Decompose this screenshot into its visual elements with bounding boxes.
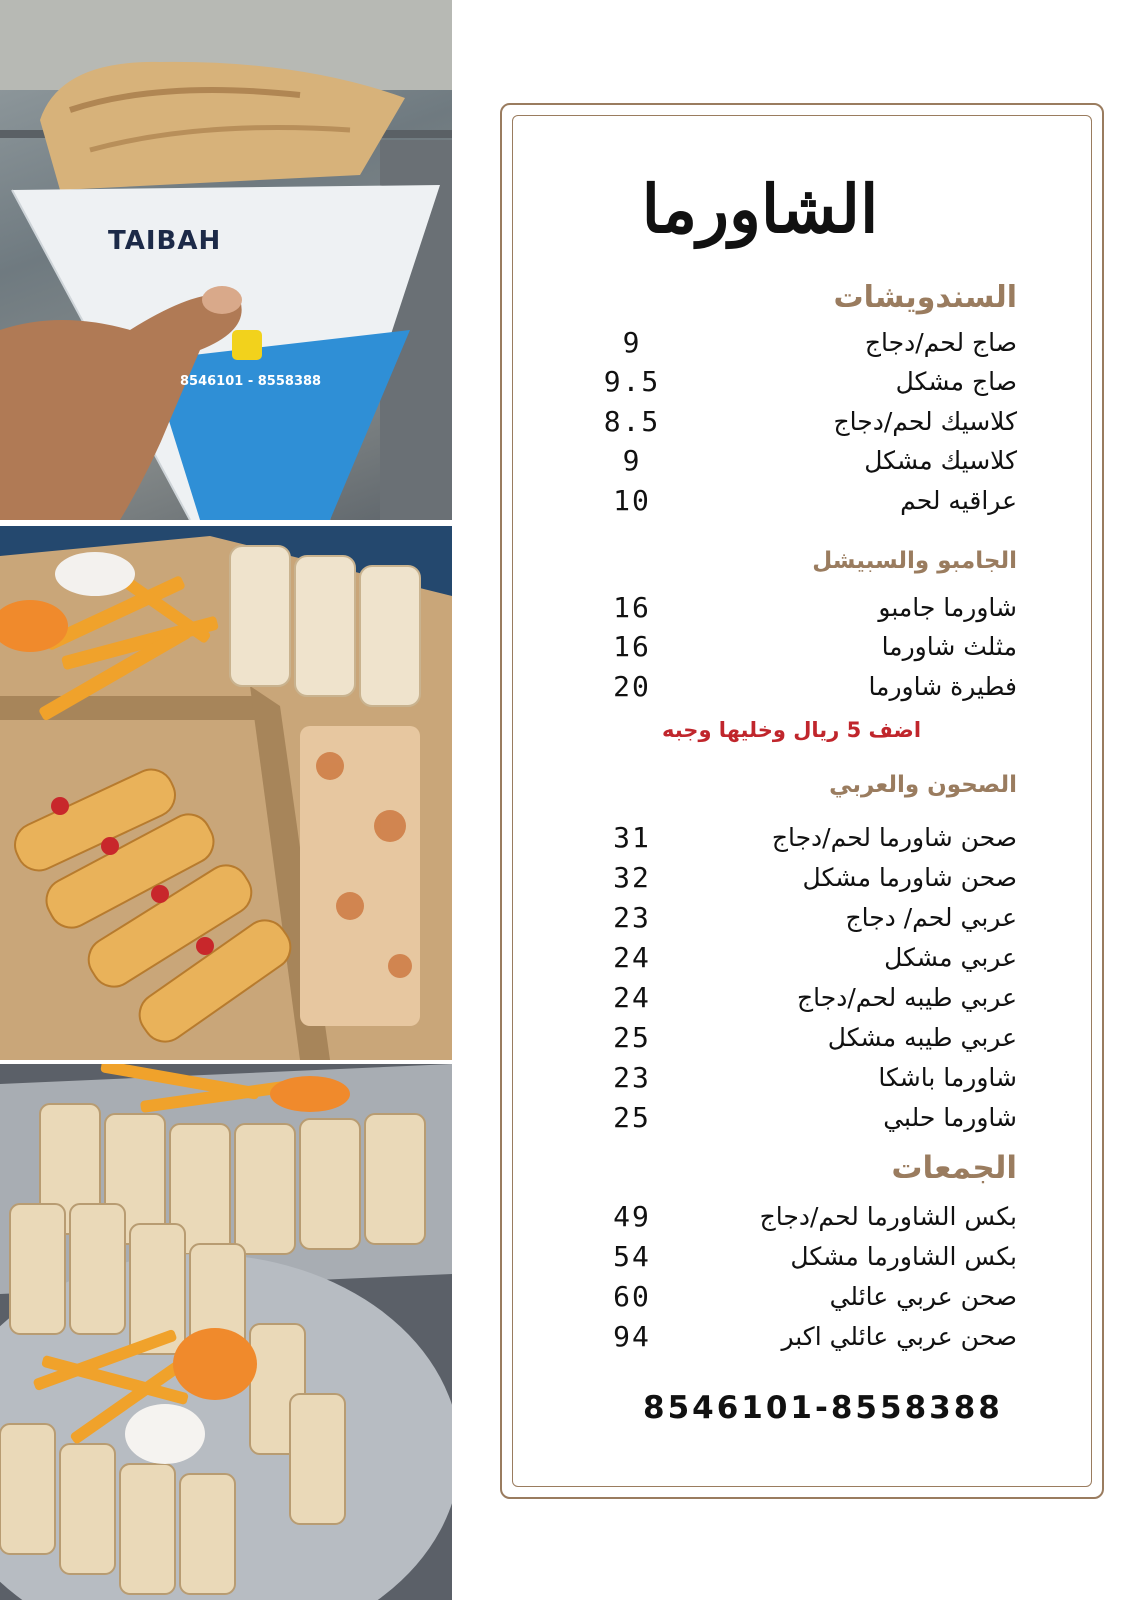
item-price: 25 (613, 1101, 651, 1134)
menu-item (597, 405, 1017, 438)
item-name: عربي طيبه لحم/دجاج (797, 983, 1017, 1012)
item-name: صحن شاورما مشكل (802, 863, 1017, 892)
menu-item (597, 1240, 1017, 1273)
item-price: 94 (613, 1320, 651, 1353)
menu-item (597, 861, 1017, 894)
item-price: 31 (613, 821, 651, 854)
menu-item (597, 670, 1017, 703)
item-name: شاورما باشكا (878, 1063, 1017, 1092)
contact-phone: 8546101-8558388 (643, 1390, 1003, 1426)
menu-item (597, 1021, 1017, 1054)
item-name: مثلث شاورما (881, 632, 1017, 661)
cone-phone-number: 8546101 - 8558388 (180, 374, 322, 389)
menu-item (597, 365, 1017, 398)
item-price: 54 (613, 1240, 651, 1273)
item-price: 60 (613, 1280, 651, 1313)
menu-item (597, 901, 1017, 934)
item-name: كلاسيك لحم/دجاج (833, 407, 1017, 436)
menu-title: الشاورما (641, 170, 879, 248)
item-price: 49 (613, 1200, 651, 1233)
photo-column (0, 0, 452, 1600)
menu-item (597, 1320, 1017, 1353)
item-name: بكس الشاورما مشكل (790, 1242, 1017, 1271)
menu-item (597, 821, 1017, 854)
menu-item (597, 630, 1017, 663)
item-price: 24 (613, 981, 651, 1014)
menu-item (597, 981, 1017, 1014)
item-name: عربي لحم/ دجاج (845, 903, 1017, 932)
brand-logo: TAIBAH (108, 226, 222, 256)
item-name: شاورما حلبي (883, 1103, 1017, 1132)
section-heading-jumbo-special: الجامبو والسبيشل (812, 548, 1017, 574)
section-heading-plates-arabi: الصحون والعربي (829, 772, 1017, 798)
photo-meal-box (0, 526, 452, 1060)
item-price: 23 (613, 1061, 651, 1094)
item-name: عربي مشكل (884, 943, 1017, 972)
item-name: صحن شاورما لحم/دجاج (771, 823, 1017, 852)
promo-meal-upgrade: اضف 5 ريال وخليها وجبه (662, 718, 922, 742)
item-name: كلاسيك مشكل (864, 446, 1017, 475)
item-price: 16 (613, 630, 651, 663)
item-price: 10 (613, 484, 651, 517)
item-price: 25 (613, 1021, 651, 1054)
menu-item (597, 941, 1017, 974)
menu-item (597, 591, 1017, 624)
item-name: صاج مشكل (895, 367, 1017, 396)
item-price: 9 (622, 326, 642, 359)
menu-item (597, 444, 1017, 477)
item-price: 24 (613, 941, 651, 974)
section-heading-groups: الجمعات (891, 1150, 1017, 1186)
item-name: شاورما جامبو (878, 593, 1017, 622)
menu-item (597, 484, 1017, 517)
item-name: فطيرة شاورما (868, 672, 1017, 701)
menu-item (597, 1200, 1017, 1233)
item-price: 23 (613, 901, 651, 934)
menu-item (597, 1101, 1017, 1134)
menu-item (597, 326, 1017, 359)
item-name: صحن عربي عائلي اكبر (781, 1322, 1017, 1351)
item-name: صحن عربي عائلي (829, 1282, 1017, 1311)
item-name: عربي طيبه مشكل (827, 1023, 1017, 1052)
item-name: بكس الشاورما لحم/دجاج (759, 1202, 1017, 1231)
item-price: 9 (622, 444, 642, 477)
item-name: عراقيه لحم (900, 486, 1017, 515)
section-heading-sandwiches: السندويشات (833, 280, 1017, 315)
item-price: 32 (613, 861, 651, 894)
item-price: 8.5 (603, 405, 661, 438)
photo-shawarma-cone (0, 0, 452, 520)
menu-item (597, 1280, 1017, 1313)
item-price: 9.5 (603, 365, 661, 398)
item-price: 20 (613, 670, 651, 703)
menu-item (597, 1061, 1017, 1094)
item-name: صاج لحم/دجاج (864, 328, 1017, 357)
photo-shawarma-platter (0, 1064, 452, 1600)
item-price: 16 (613, 591, 651, 624)
